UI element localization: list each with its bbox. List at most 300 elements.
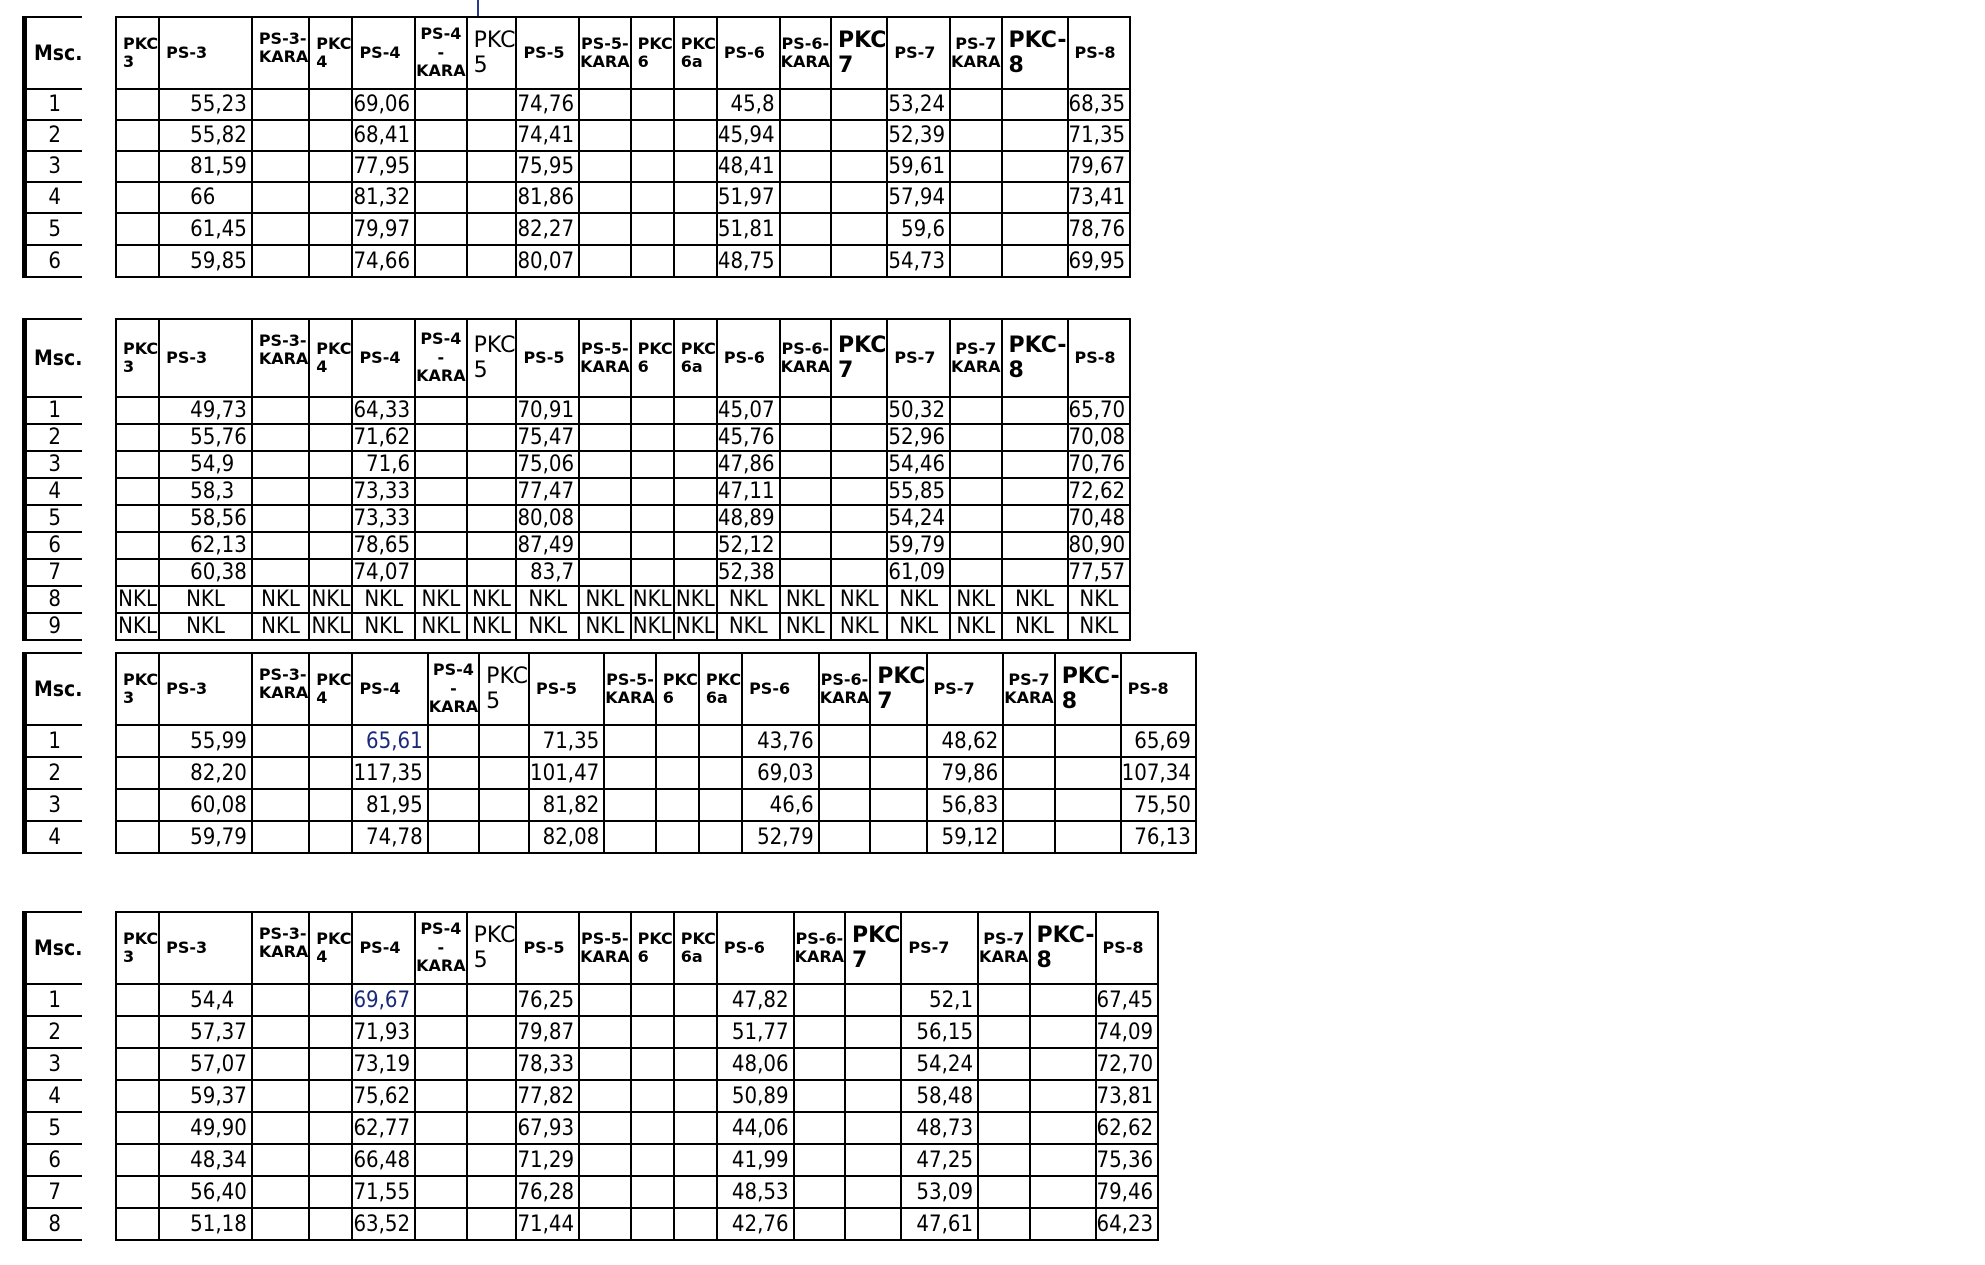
table-cell	[1002, 397, 1068, 424]
table-cell: 48,73	[901, 1112, 978, 1144]
nkl-cell: NKL	[252, 613, 309, 640]
nkl-cell: NKL	[887, 586, 950, 613]
table-cell	[252, 559, 309, 586]
table-cell	[631, 182, 674, 213]
table-cell	[579, 245, 630, 277]
table-cell: 46,6	[742, 789, 819, 821]
table-row	[116, 725, 1196, 757]
table-cell: 41,99	[717, 1144, 794, 1176]
row-number: 8	[25, 1208, 83, 1240]
table-cell: 53,24	[887, 89, 950, 120]
table-cell	[780, 559, 831, 586]
table-cell: 79,87	[516, 1016, 579, 1048]
table-cell	[415, 1208, 466, 1240]
row-number: 3	[25, 451, 83, 478]
table-cell	[309, 559, 352, 586]
row-number: 1	[25, 725, 83, 757]
table-cell	[831, 397, 887, 424]
column-header: PS-6- KARA	[819, 653, 870, 725]
table-cell: 59,61	[887, 151, 950, 182]
column-header: PS-6- KARA	[780, 17, 831, 89]
table-cell	[467, 1080, 517, 1112]
column-header: PS-3	[159, 653, 252, 725]
row-number: 1	[25, 984, 83, 1016]
table-cell	[831, 478, 887, 505]
table-cell	[870, 757, 926, 789]
table-row	[116, 1016, 1158, 1048]
row-number: 3	[25, 1048, 83, 1080]
table-cell: 52,96	[887, 424, 950, 451]
column-header: PS-6- KARA	[794, 912, 845, 984]
table-cell: 49,90	[159, 1112, 252, 1144]
data-table	[115, 652, 1197, 854]
table-cell: 59,37	[159, 1080, 252, 1112]
table-cell: 68,35	[1068, 89, 1131, 120]
msc-header: Msc.	[25, 17, 83, 89]
table-cell	[845, 1176, 901, 1208]
table-cell	[252, 451, 309, 478]
table-cell	[116, 213, 159, 245]
column-header: PS-6	[717, 912, 794, 984]
table-cell	[309, 725, 352, 757]
column-header: PS-7	[887, 17, 950, 89]
table-cell	[252, 89, 309, 120]
nkl-cell: NKL	[631, 613, 674, 640]
table-cell: 59,12	[927, 821, 1004, 853]
table-cell: 81,59	[159, 151, 252, 182]
table-cell	[579, 1176, 630, 1208]
row-number: 6	[25, 1144, 83, 1176]
table-cell	[116, 559, 159, 586]
table-cell	[674, 245, 717, 277]
table-cell	[479, 789, 529, 821]
table-cell	[631, 559, 674, 586]
table-cell: 79,67	[1068, 151, 1131, 182]
table-cell	[116, 1048, 159, 1080]
table-cell	[467, 984, 517, 1016]
table-cell	[1003, 757, 1054, 789]
table-cell	[780, 478, 831, 505]
table-cell	[674, 559, 717, 586]
column-header: PS-5	[516, 912, 579, 984]
table-cell	[604, 757, 655, 789]
table-cell: 63,52	[352, 1208, 415, 1240]
table-row	[116, 451, 1130, 478]
table-cell: 73,41	[1068, 182, 1131, 213]
table-cell: 71,44	[516, 1208, 579, 1240]
table-cell	[252, 424, 309, 451]
table-cell	[252, 1080, 309, 1112]
table-cell: 50,32	[887, 397, 950, 424]
column-header: PS-6	[742, 653, 819, 725]
row-number: 3	[25, 789, 83, 821]
table-cell	[309, 451, 352, 478]
table-cell	[845, 1016, 901, 1048]
nkl-cell: NKL	[674, 613, 717, 640]
table-cell	[1055, 821, 1121, 853]
table-cell	[415, 1080, 466, 1112]
table-cell: 70,08	[1068, 424, 1131, 451]
table-cell	[309, 789, 352, 821]
column-header: PKC 7	[831, 319, 887, 397]
table-cell: 57,07	[159, 1048, 252, 1080]
table-cell: 52,1	[901, 984, 978, 1016]
table-cell	[252, 151, 309, 182]
table-cell	[309, 478, 352, 505]
nkl-cell: NKL	[1068, 586, 1131, 613]
table-cell: 60,38	[159, 559, 252, 586]
table-cell	[252, 1048, 309, 1080]
table-cell	[1030, 1112, 1096, 1144]
header-row	[116, 17, 1130, 89]
table-cell	[579, 1048, 630, 1080]
table-cell	[579, 1016, 630, 1048]
column-header: PS-5- KARA	[579, 912, 630, 984]
table-cell	[309, 757, 352, 789]
table-cell: 107,34	[1121, 757, 1196, 789]
table-cell	[631, 1176, 674, 1208]
nkl-row	[116, 586, 1130, 613]
table-cell	[116, 757, 159, 789]
table-cell	[116, 505, 159, 532]
table-cell	[631, 1144, 674, 1176]
table-cell	[831, 182, 887, 213]
table-cell: 67,93	[516, 1112, 579, 1144]
table-cell	[252, 532, 309, 559]
table-cell: 59,6	[887, 213, 950, 245]
table-cell	[467, 89, 517, 120]
table-cell	[116, 1144, 159, 1176]
table-cell: 45,94	[717, 120, 780, 151]
table-cell	[1002, 213, 1068, 245]
table-cell	[845, 984, 901, 1016]
table-cell: 77,95	[352, 151, 415, 182]
table-cell	[252, 397, 309, 424]
table-cell	[116, 245, 159, 277]
table-cell: 76,13	[1121, 821, 1196, 853]
table-cell: 75,06	[516, 451, 579, 478]
table-cell: 71,35	[1068, 120, 1131, 151]
table-cell	[978, 1048, 1029, 1080]
nkl-cell: NKL	[516, 613, 579, 640]
table-row	[116, 397, 1130, 424]
table-cell	[467, 451, 517, 478]
table-cell	[631, 151, 674, 182]
table-cell	[1030, 1080, 1096, 1112]
table-row	[116, 1112, 1158, 1144]
table-cell	[870, 725, 926, 757]
table-cell	[631, 984, 674, 1016]
column-header: PS-7 KARA	[950, 319, 1001, 397]
table-cell	[116, 1016, 159, 1048]
column-header: PS-6	[717, 319, 780, 397]
table-cell	[1030, 1048, 1096, 1080]
table-cell	[467, 151, 517, 182]
table-cell	[604, 789, 655, 821]
table-cell	[831, 120, 887, 151]
table-cell: 56,40	[159, 1176, 252, 1208]
table-cell	[631, 213, 674, 245]
row-number: 8	[25, 586, 83, 613]
column-header: PS-4 - KARA	[415, 912, 466, 984]
table-cell: 52,39	[887, 120, 950, 151]
table-row	[116, 821, 1196, 853]
table-cell	[415, 1048, 466, 1080]
row-number: 7	[25, 559, 83, 586]
nkl-cell: NKL	[516, 586, 579, 613]
column-header: PS-7	[901, 912, 978, 984]
table-row	[116, 478, 1130, 505]
nkl-cell: NKL	[950, 613, 1001, 640]
table-cell	[415, 984, 466, 1016]
msc-header: Msc.	[25, 653, 83, 725]
column-header: PS-4	[352, 17, 415, 89]
table-cell	[699, 725, 742, 757]
table-cell	[950, 451, 1001, 478]
table-cell	[780, 451, 831, 478]
table-cell	[428, 757, 479, 789]
table-row	[116, 1048, 1158, 1080]
header-row	[116, 653, 1196, 725]
table-cell	[467, 397, 517, 424]
row-number: 7	[25, 1176, 83, 1208]
table-row	[116, 424, 1130, 451]
column-header: PS-3- KARA	[252, 319, 309, 397]
column-header: PS-8	[1068, 319, 1131, 397]
table-cell	[831, 151, 887, 182]
table-cell: 70,76	[1068, 451, 1131, 478]
column-header: PKC 5	[467, 912, 517, 984]
nkl-cell: NKL	[579, 586, 630, 613]
nkl-cell: NKL	[159, 586, 252, 613]
column-header: PKC 4	[309, 319, 352, 397]
table-row	[116, 789, 1196, 821]
table-cell: 59,85	[159, 245, 252, 277]
table-cell	[415, 213, 466, 245]
table-cell	[309, 1080, 352, 1112]
nkl-cell: NKL	[1068, 613, 1131, 640]
table-cell: 71,62	[352, 424, 415, 451]
row-number: 2	[25, 120, 83, 151]
table-cell: 80,07	[516, 245, 579, 277]
table-cell	[579, 478, 630, 505]
table-cell	[604, 725, 655, 757]
column-header: PKC-8	[1055, 653, 1121, 725]
table-row	[116, 245, 1130, 277]
nkl-cell: NKL	[159, 613, 252, 640]
table-cell	[1030, 1016, 1096, 1048]
table-cell	[309, 1112, 352, 1144]
table-row	[116, 1176, 1158, 1208]
index-column	[22, 911, 82, 1241]
table-cell	[950, 89, 1001, 120]
table-cell	[674, 397, 717, 424]
row-number: 2	[25, 757, 83, 789]
table-cell	[252, 1016, 309, 1048]
table-cell	[950, 424, 1001, 451]
nkl-cell: NKL	[116, 586, 159, 613]
data-table	[115, 911, 1159, 1241]
nkl-cell: NKL	[717, 613, 780, 640]
table-cell	[309, 182, 352, 213]
table-cell	[819, 789, 870, 821]
table-cell	[116, 89, 159, 120]
table-cell	[415, 397, 466, 424]
table-cell	[579, 424, 630, 451]
table-cell	[656, 725, 699, 757]
column-header: PS-3- KARA	[252, 17, 309, 89]
table-cell	[1002, 245, 1068, 277]
table-cell	[415, 1016, 466, 1048]
column-header: PKC 5	[467, 319, 517, 397]
table-cell	[1002, 559, 1068, 586]
index-column	[22, 16, 82, 278]
table-cell: 71,93	[352, 1016, 415, 1048]
table-cell: 77,47	[516, 478, 579, 505]
index-column	[22, 318, 82, 641]
table-cell	[579, 984, 630, 1016]
table-cell	[479, 725, 529, 757]
row-number: 5	[25, 1112, 83, 1144]
table-cell	[699, 757, 742, 789]
table-cell	[309, 1016, 352, 1048]
table-cell	[1030, 984, 1096, 1016]
table-cell: 74,09	[1096, 1016, 1159, 1048]
table-cell	[656, 789, 699, 821]
table-cell: 45,8	[717, 89, 780, 120]
table-cell	[674, 451, 717, 478]
table-cell	[978, 1144, 1029, 1176]
nkl-cell: NKL	[831, 586, 887, 613]
table-cell	[699, 789, 742, 821]
table-cell	[415, 451, 466, 478]
table-cell: 56,83	[927, 789, 1004, 821]
table-cell	[950, 559, 1001, 586]
table-cell	[674, 1016, 717, 1048]
table-cell: 60,08	[159, 789, 252, 821]
table-cell	[780, 120, 831, 151]
nkl-cell: NKL	[415, 586, 466, 613]
table-cell: 81,32	[352, 182, 415, 213]
nkl-cell: NKL	[674, 586, 717, 613]
table-cell	[1002, 424, 1068, 451]
table-cell	[631, 1048, 674, 1080]
nkl-cell: NKL	[1002, 613, 1068, 640]
column-header: PS-4 - KARA	[428, 653, 479, 725]
nkl-cell: NKL	[717, 586, 780, 613]
table-cell	[950, 120, 1001, 151]
table-cell	[415, 182, 466, 213]
column-header: PS-3- KARA	[252, 653, 309, 725]
table-cell: 59,79	[159, 821, 252, 853]
table-cell	[1055, 757, 1121, 789]
table-cell	[631, 1016, 674, 1048]
table-cell	[428, 725, 479, 757]
table-cell: 73,33	[352, 505, 415, 532]
table-cell	[309, 1048, 352, 1080]
table-cell	[252, 213, 309, 245]
column-header: PS-7 KARA	[1003, 653, 1054, 725]
column-header: PKC 4	[309, 17, 352, 89]
table-cell: 51,77	[717, 1016, 794, 1048]
table-cell: 62,77	[352, 1112, 415, 1144]
table-cell	[252, 1176, 309, 1208]
row-number: 4	[25, 1080, 83, 1112]
table-cell	[950, 213, 1001, 245]
column-header: PS-3	[159, 17, 252, 89]
row-number: 1	[25, 397, 83, 424]
table-cell: 73,81	[1096, 1080, 1159, 1112]
table-cell	[1002, 505, 1068, 532]
table-cell	[116, 151, 159, 182]
table-cell	[579, 451, 630, 478]
table-cell	[309, 1176, 352, 1208]
table-cell	[252, 821, 309, 853]
table-cell	[252, 1208, 309, 1240]
table-cell	[604, 821, 655, 853]
table-cell: 62,13	[159, 532, 252, 559]
table-cell: 75,47	[516, 424, 579, 451]
table-cell	[631, 1080, 674, 1112]
column-header: PKC 3	[116, 653, 159, 725]
table-cell	[780, 245, 831, 277]
table-cell	[674, 1144, 717, 1176]
table-cell	[579, 559, 630, 586]
nkl-cell: NKL	[780, 586, 831, 613]
column-header: PS-6- KARA	[780, 319, 831, 397]
table-cell	[780, 505, 831, 532]
table-cell: 47,82	[717, 984, 794, 1016]
column-header: PS-6	[717, 17, 780, 89]
data-table	[115, 318, 1131, 641]
table-cell: 52,12	[717, 532, 780, 559]
table-cell: 117,35	[352, 757, 427, 789]
table-cell	[415, 559, 466, 586]
table-cell	[631, 424, 674, 451]
nkl-cell: NKL	[352, 586, 415, 613]
table-cell	[467, 1048, 517, 1080]
table-cell: 64,23	[1096, 1208, 1159, 1240]
table-cell: 54,24	[901, 1048, 978, 1080]
table-cell	[467, 559, 517, 586]
table-cell: 44,06	[717, 1112, 794, 1144]
table-cell	[579, 213, 630, 245]
table-cell	[631, 451, 674, 478]
column-header: PS-5- KARA	[579, 17, 630, 89]
table-cell	[309, 151, 352, 182]
table-cell	[467, 213, 517, 245]
table-cell	[116, 725, 159, 757]
column-header: PS-4 - KARA	[415, 319, 466, 397]
table-row	[116, 1208, 1158, 1240]
row-number: 1	[25, 89, 83, 120]
table-cell: 70,91	[516, 397, 579, 424]
table-cell	[950, 532, 1001, 559]
table-cell: 48,75	[717, 245, 780, 277]
table-cell	[116, 532, 159, 559]
table-cell: 59,79	[887, 532, 950, 559]
table-cell: 57,94	[887, 182, 950, 213]
table-cell: 48,06	[717, 1048, 794, 1080]
table-row	[116, 213, 1130, 245]
table-cell	[579, 505, 630, 532]
table-cell: 74,07	[352, 559, 415, 586]
table-cell	[252, 1112, 309, 1144]
table-cell	[631, 505, 674, 532]
table-cell	[794, 1176, 845, 1208]
table-cell: 76,25	[516, 984, 579, 1016]
table-cell: 55,76	[159, 424, 252, 451]
